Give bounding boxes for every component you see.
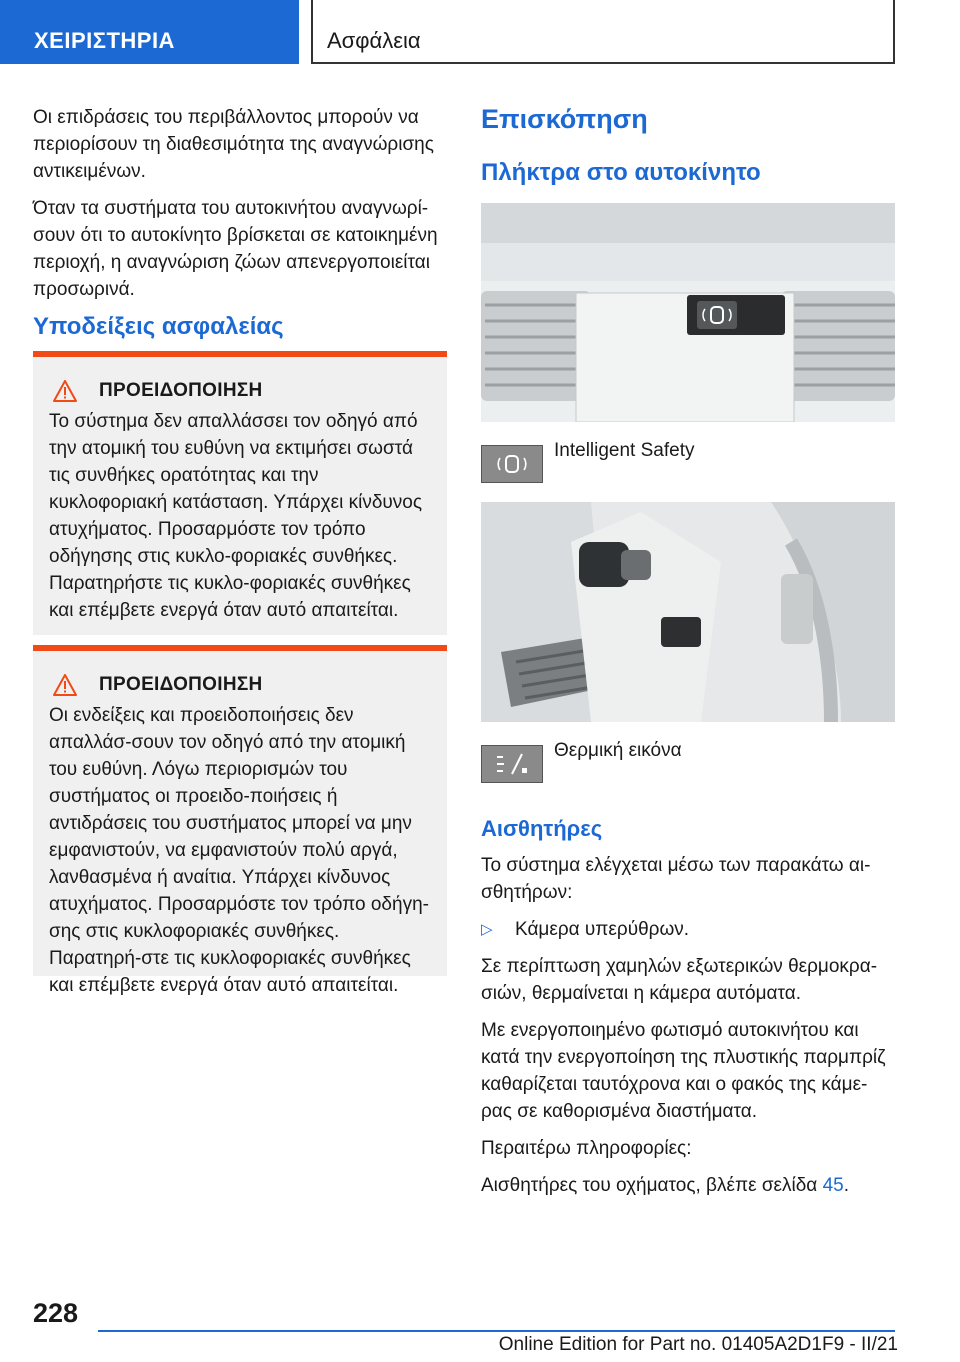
warning-title: ΠΡΟΕΙΔΟΠΟΙΗΣΗ — [99, 380, 263, 401]
heading-safety-notes: Υποδείξεις ασφαλείας — [33, 313, 284, 340]
warning-box-1 — [33, 357, 447, 635]
heading-sensors: Αισθητήρες — [481, 816, 603, 841]
warning-box-2 — [33, 645, 447, 996]
bullet-text: Κάμερα υπερύθρων. — [515, 919, 690, 940]
page-number: 228 — [33, 1298, 79, 1328]
edition-text: Online Edition for Part no. 01405A2D1F9 - II/21 — [498, 1334, 898, 1355]
sensors-body — [481, 852, 895, 1209]
warning-icon — [53, 380, 77, 402]
thermal-image-label: Θερμική εικόνα — [554, 740, 682, 761]
thermal-image-button-icon — [481, 745, 543, 783]
chapter-tab: ΧΕΙΡΙΣΤΗΡΙΑ — [0, 0, 299, 64]
bullet-arrow-icon: ▷ — [481, 921, 493, 938]
intelligent-safety-label: Intelligent Safety — [554, 440, 695, 461]
footer-divider — [98, 1330, 895, 1332]
more-info: Περαιτέρω πληροφορίες: — [481, 1138, 692, 1159]
paragraph-cold: Σε περίπτωση χαμηλών εξωτερικών θερμοκρα-σιών, θερμαίνεται η κάμερα αυτόματα. — [481, 956, 878, 1004]
reference-text: Αισθητήρες του οχήματος, βλέπε σελίδα — [481, 1175, 823, 1196]
section-title: Ασφάλεια — [311, 0, 895, 64]
list-item — [481, 916, 895, 943]
warning-text: Οι ενδείξεις και προειδοποιήσεις δεν απαλλάσ-σουν τον οδηγό από την ατομική του ευθύνη. Λόγω περιορισμών του συστήματος οι προειδο-ποιήσεις ή αντιδράσεις του συστήματος μπορεί να μην εμφανιστούν, να εμφανιστούν πολύ αργά, λανθασμένα ή αναίτια. Υπάρχει κίνδυνος ατυχήματος. Προσαρμόστε τον τρόπο οδήγη-σης στις κυκλοφοριακές συνθήκες. Παρατηρή-στε τις κυκλοφοριακές συνθήκες και επέμβετε ενεργά όταν αυτό απαιτείται. — [49, 705, 429, 996]
paragraph-residential: Όταν τα συστήματα του αυτοκινήτου αναγνωρί-σουν ότι το αυτοκίνητο βρίσκεται σε κατοικημένη περιοχή, η αναγνώριση ζώων απενεργοποιείται προσωρινά. — [33, 198, 438, 300]
heading-overview: Επισκόπηση — [481, 104, 648, 134]
intelligent-safety-button-icon — [481, 445, 543, 483]
warning-title: ΠΡΟΕΙΔΟΠΟΙΗΣΗ — [99, 674, 263, 695]
warning-icon — [53, 674, 77, 696]
left-column — [33, 104, 447, 313]
warning-text: Το σύστημα δεν απαλλάσσει τον οδηγό από την ατομική του ευθύνη να εκτιμήσει σωστά τις συνθήκες ορατότητας και την κυκλοφοριακή κατάσταση. Υπάρχει κίνδυνος ατυχήματος. Προσαρμόστε τον τρόπο οδήγησης στις κυκλο-φοριακές συνθήκες. Παρατηρήστε τις κυκλο-φοριακές συνθήκες και επέμβετε ενεργά όταν αυτό απαιτείται. — [49, 411, 423, 621]
heading-buttons: Πλήκτρα στο αυτοκίνητο — [481, 159, 761, 186]
paragraph-environment: Οι επιδράσεις του περιβάλλοντος μπορούν να περιορίσουν τη διαθεσιμότητα της αναγνώρισης αντικειμένων. — [33, 107, 434, 182]
page-reference-link[interactable]: 45 — [822, 1175, 844, 1196]
steering-photo — [481, 502, 895, 722]
dashboard-photo — [481, 203, 895, 422]
reference-end: . — [843, 1175, 849, 1196]
reference-line — [481, 1172, 895, 1199]
sensors-intro: Το σύστημα ελέγχεται μέσω των παρακάτω αι-σθητήρων: — [481, 855, 871, 903]
paragraph-lights: Με ενεργοποιημένο φωτισμό αυτοκινήτου και κατά την ενεργοποίηση της πλυστικής παρμπρίζ καθαρίζεται ταυτόχρονα και ο φακός της κάμε-ρας σε καθορισμένα διαστήματα. — [481, 1020, 886, 1122]
